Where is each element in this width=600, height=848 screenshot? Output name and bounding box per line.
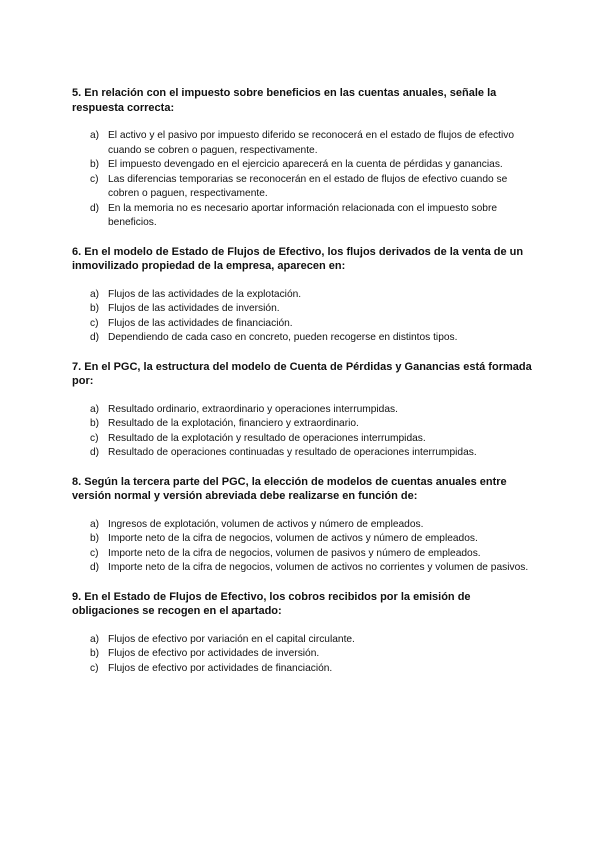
answer-options	[72, 129, 536, 231]
answer-option-d	[90, 561, 536, 576]
option-text: Flujos de efectivo por actividades de financiación.	[108, 662, 333, 674]
option-letter: c)	[90, 547, 99, 559]
option-letter: a)	[90, 130, 100, 141]
question-5	[72, 86, 536, 231]
option-letter: d)	[90, 332, 100, 343]
answer-option-a	[90, 403, 536, 418]
option-letter: c)	[90, 173, 99, 185]
question-title: 8. Según la tercera parte del PGC, la elección de modelos de cuentas anuales entre versión normal y versión abreviada debe realizarse en función de:	[72, 475, 507, 502]
answer-option-a	[90, 129, 536, 158]
option-letter: a)	[90, 288, 100, 300]
option-text: Flujos de las actividades de inversión.	[108, 303, 280, 314]
option-text: Resultado ordinario, extraordinario y operaciones interrumpidas.	[108, 403, 398, 415]
question-title: 6. En el modelo de Estado de Flujos de Efectivo, los flujos derivados de la venta de un inmovilizado propiedad de la empresa, aparecen en:	[72, 245, 524, 272]
option-letter: a)	[90, 633, 100, 645]
option-letter: b)	[90, 533, 100, 544]
option-text: Importe neto de la cifra de negocios, volumen de activos y número de empleados.	[108, 533, 478, 544]
question-title: 5. En relación con el impuesto sobre beneficios en las cuentas anuales, señale la respuesta correcta:	[72, 87, 497, 114]
answer-option-b	[90, 302, 536, 317]
answer-option-c	[90, 173, 536, 202]
option-text: El activo y el pasivo por impuesto diferido se reconocerá en el estado de flujos de efectivo cuando se cobren o paguen, respectivamente.	[108, 130, 515, 156]
question-title: 9. En el Estado de Flujos de Efectivo, los cobros recibidos por la emisión de obligaciones se recogen en el apartado:	[72, 590, 471, 617]
option-text: Importe neto de la cifra de negocios, volumen de activos no corrientes y volumen de pasivos.	[108, 562, 529, 573]
answer-option-b	[90, 647, 536, 662]
answer-option-d	[90, 202, 536, 231]
answer-option-c	[90, 317, 536, 332]
answer-option-b	[90, 532, 536, 547]
option-text: Resultado de la explotación, financiero y extraordinario.	[108, 418, 359, 429]
option-letter: b)	[90, 648, 100, 659]
option-letter: b)	[90, 159, 100, 170]
option-text: Las diferencias temporarias se reconocerán en el estado de flujos de efectivo cuando se cobren o paguen, respectivamente.	[108, 173, 508, 199]
question-7	[72, 360, 536, 461]
option-text: Resultado de operaciones continuadas y resultado de operaciones interrumpidas.	[108, 447, 477, 458]
question-title: 7. En el PGC, la estructura del modelo de Cuenta de Pérdidas y Ganancias está formada por:	[72, 360, 532, 387]
option-text: Flujos de las actividades de financiación.	[108, 317, 293, 329]
answer-option-a	[90, 518, 536, 533]
option-letter: a)	[90, 518, 100, 530]
answer-options	[72, 518, 536, 576]
answer-options	[72, 288, 536, 346]
option-text: Importe neto de la cifra de negocios, volumen de pasivos y número de empleados.	[108, 547, 481, 559]
option-letter: d)	[90, 202, 100, 214]
option-letter: c)	[90, 432, 99, 444]
option-letter: d)	[90, 447, 100, 458]
option-letter: c)	[90, 662, 99, 674]
option-text: El impuesto devengado en el ejercicio aparecerá en la cuenta de pérdidas y ganancias.	[108, 159, 503, 170]
answer-options	[72, 633, 536, 677]
option-letter: a)	[90, 403, 100, 415]
question-6	[72, 245, 536, 346]
answer-options	[72, 403, 536, 461]
answer-option-c	[90, 662, 536, 677]
option-text: Dependiendo de cada caso en concreto, pueden recogerse en distintos tipos.	[108, 332, 458, 343]
option-letter: c)	[90, 317, 99, 329]
option-text: Resultado de la explotación y resultado de operaciones interrumpidas.	[108, 432, 426, 444]
option-letter: d)	[90, 562, 100, 573]
answer-option-b	[90, 158, 536, 173]
answer-option-c	[90, 432, 536, 447]
answer-option-d	[90, 446, 536, 461]
option-text: Flujos de las actividades de la explotación.	[108, 288, 302, 300]
option-text: Ingresos de explotación, volumen de activos y número de empleados.	[108, 518, 424, 530]
answer-option-d	[90, 331, 536, 346]
option-text: En la memoria no es necesario aportar información relacionada con el impuesto sobre beneficios.	[108, 202, 498, 228]
answer-option-b	[90, 417, 536, 432]
answer-option-a	[90, 288, 536, 303]
option-letter: b)	[90, 418, 100, 429]
question-9	[72, 590, 536, 677]
option-text: Flujos de efectivo por actividades de inversión.	[108, 648, 320, 659]
option-letter: b)	[90, 303, 100, 314]
answer-option-a	[90, 633, 536, 648]
question-8	[72, 475, 536, 576]
answer-option-c	[90, 547, 536, 562]
option-text: Flujos de efectivo por variación en el capital circulante.	[108, 633, 355, 645]
